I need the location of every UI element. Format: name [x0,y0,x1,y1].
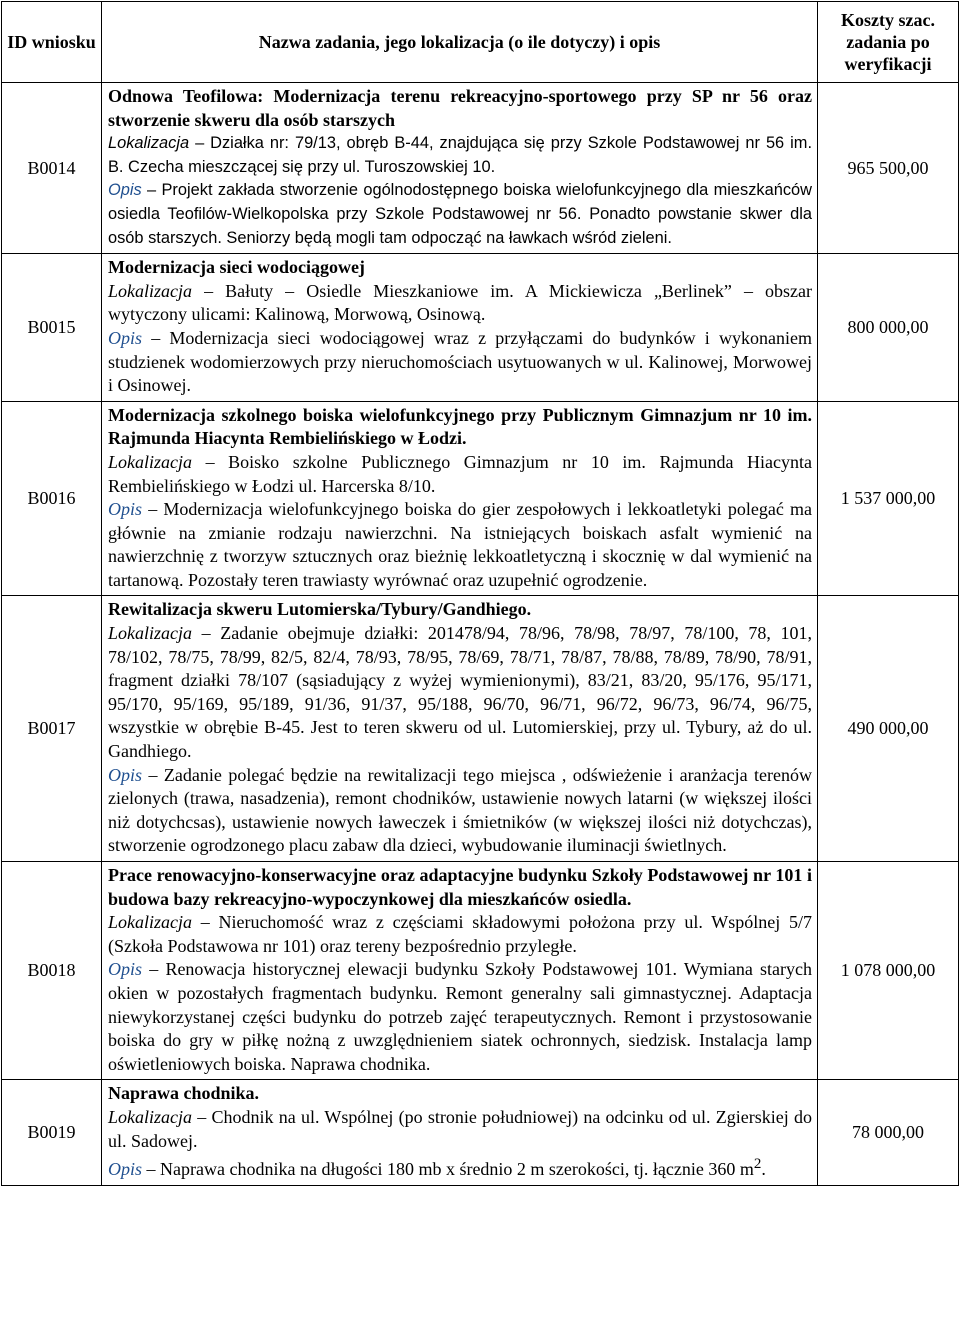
row-description [102,83,818,254]
description-text: – Modernizacja wielofunkcyjnego boiska do gier zespołowych i lekkoatletyki polegać ma głównie na zmianie rodzaju nawierzchni. Na istniejących boiskach asfalt wymienić na nawierzchnię z tworzyw sztucznych oraz bieżnię lekkoatletyczną i skocznię w dal wymienić na tartanową. Pozostały teren trawiasty wyrównać oraz uzupełnić ogrodzenie. [108,499,813,590]
location-label: Lokalizacja [108,280,192,301]
row-id: B0015 [2,254,102,402]
table-header-row [2,2,959,83]
table-row [2,401,959,596]
location-text: – Bałuty – Osiedle Mieszkaniowe im. A Mickiewicza „Berlinek” – obszar wytyczony ulicami: Kalinową, Morwową, Osinową. [108,280,812,325]
row-description [102,596,818,862]
location-label: Lokalizacja [108,1106,192,1127]
row-title: Modernizacja sieci wodociągowej [108,257,365,278]
location-label: Lokalizacja [108,623,192,644]
description-label: Opis [108,764,143,785]
header-id: ID wniosku [2,2,102,83]
description-label: Opis [108,1159,143,1180]
row-title: Modernizacja szkolnego boiska wielofunkcyjnego przy Publicznym Gimnazjum nr 10 im. Rajmunda Hiacynta Rembielińskiego w Łodzi. [108,404,812,449]
row-description [102,1080,818,1185]
row-id: B0018 [2,862,102,1080]
row-description [102,862,818,1080]
description-label: Opis [108,181,142,200]
location-label: Lokalizacja [108,134,190,153]
description-label: Opis [108,327,143,348]
header-cost: Koszty szac. zadania po weryfikacji [818,2,959,83]
row-description [102,401,818,596]
row-id: B0017 [2,596,102,862]
location-text: – Nieruchomość wraz z częściami składowymi położona przy ul. Wspólnej 5/7 (Szkoła Podstawowa nr 101) oraz tereny bezpośrednio przyległe. [108,912,812,956]
row-title: Prace renowacyjno-konserwacyjne oraz adaptacyjne budynku Szkoły Podstawowej nr 101 i budowa bazy rekreacyjno-wypoczynkowej dla mieszkańców osiedla. [108,865,812,909]
description-text: – Renowacja historycznej elewacji budynku Szkoły Podstawowej 101. Wymiana starych okien w pozostałych fragmentach budynku. Remont generalny sali gimnastycznej. Adaptacja niewykorzystanej części budynku do potrzeb zajęć terapeutycznych. Remont i przystosowanie boiska do gry w piłkę nożną z uwzględnieniem siatek ochronnych, siedzisk. Instalacja lamp oświetleniowych boiska. Naprawa chodnika. [108,959,813,1074]
superscript-text: 2 [753,1156,762,1173]
table-row [2,83,959,254]
description-text: – Zadanie polegać będzie na rewitalizacji tego miejsca , odświeżenie i aranżacja terenów zielonych (trawa, nasadzenia), remont chodników, ustawienie nowych latarni (w większej ilości niż dotychcsas), ustawienie nowych ławeczek i śmietników (w większej ilości niż dotychczas), stworzenie ogrodzonego placu zabaw dla dzieci, wybudowanie iluminacji świetlnych. [108,764,813,856]
row-title: Odnowa Teofilowa: Modernizacja terenu rekreacyjno-sportowego przy SP nr 56 oraz stworzenie skweru dla osób starszych [108,86,812,130]
description-text: – Naprawa chodnika na długości 180 mb x średnio 2 m szerokości, tj. łącznie 360 m [146,1159,754,1180]
table-row [2,1080,959,1185]
location-text: – Działka nr: 79/13, obręb B-44, znajdująca się przy Szkole Podstawowej nr 56 im. B. Czecha mieszczącej się przy ul. Turoszowskiej 10. [108,134,812,176]
tasks-table [1,1,959,1186]
location-label: Lokalizacja [108,451,192,472]
description-label: Opis [108,959,143,980]
description-end: . [761,1159,766,1180]
header-name: Nazwa zadania, jego lokalizacja (o ile dotyczy) i opis [102,2,818,83]
row-cost: 490 000,00 [818,596,959,862]
document-page [1,1,958,1186]
row-title: Naprawa chodnika. [108,1083,260,1104]
location-text: – Chodnik na ul. Wspólnej (po stronie południowej) na odcinku od ul. Zgierskiej do ul. Sadowej. [108,1106,812,1151]
row-title: Rewitalizacja skweru Lutomierska/Tybury/Gandhiego. [108,599,532,620]
row-cost: 965 500,00 [818,83,959,254]
description-label: Opis [108,499,143,520]
row-id: B0016 [2,401,102,596]
row-id: B0014 [2,83,102,254]
row-cost: 1 537 000,00 [818,401,959,596]
description-text: – Projekt zakłada stworzenie ogólnodostępnego boiska wielofunkcyjnego dla mieszkańców osiedla Teofilów-Wielkopolska przy Szkole Podstawowej nr 56. Ponadto powstanie skwer dla osób starszych. Seniorzy będą mogli tam odpocząć na ławkach wśród zieleni. [108,181,813,247]
location-label: Lokalizacja [108,912,192,933]
row-cost: 1 078 000,00 [818,862,959,1080]
row-description [102,254,818,402]
row-cost: 800 000,00 [818,254,959,402]
location-text: – Boisko szkolne Publicznego Gimnazjum nr 10 im. Rajmunda Hiacynta Rembielińskiego w Łodzi ul. Harcerska 8/10. [108,451,812,496]
description-text: – Modernizacja sieci wodociągowej wraz z przyłączami do budynków i wykonaniem studzienek wodomierzowych przy nieruchomościach usytuowanych w ul. Kalinowej, Morwowej i Osinowej. [108,327,812,396]
table-row [2,862,959,1080]
row-cost: 78 000,00 [818,1080,959,1185]
row-id: B0019 [2,1080,102,1185]
location-text: – Zadanie obejmuje działki: 201478/94, 78/96, 78/98, 78/97, 78/100, 78, 101, 78/102, 78/75, 78/99, 82/5, 82/4, 78/93, 78/95, 78/69, 78/71, 78/87, 78/88, 78/89, 78/90, 78/91, fragment działki 78/107 (sąsiadujący z wyżej wymienionymi), 83/21, 83/20, 95/176, 95/171, 95/170, 95/169, 95/189, 91/36, 91/37, 95/188, 96/70, 96/71, 96/72, 96/73, 96/74, 96/75, wszystkie w obrębie B-45. Jest to teren skweru od ul. Lutomierskiej, przy ul. Tybury, aż do ul. Gandhiego. [108,623,813,762]
table-row [2,596,959,862]
table-row [2,254,959,402]
